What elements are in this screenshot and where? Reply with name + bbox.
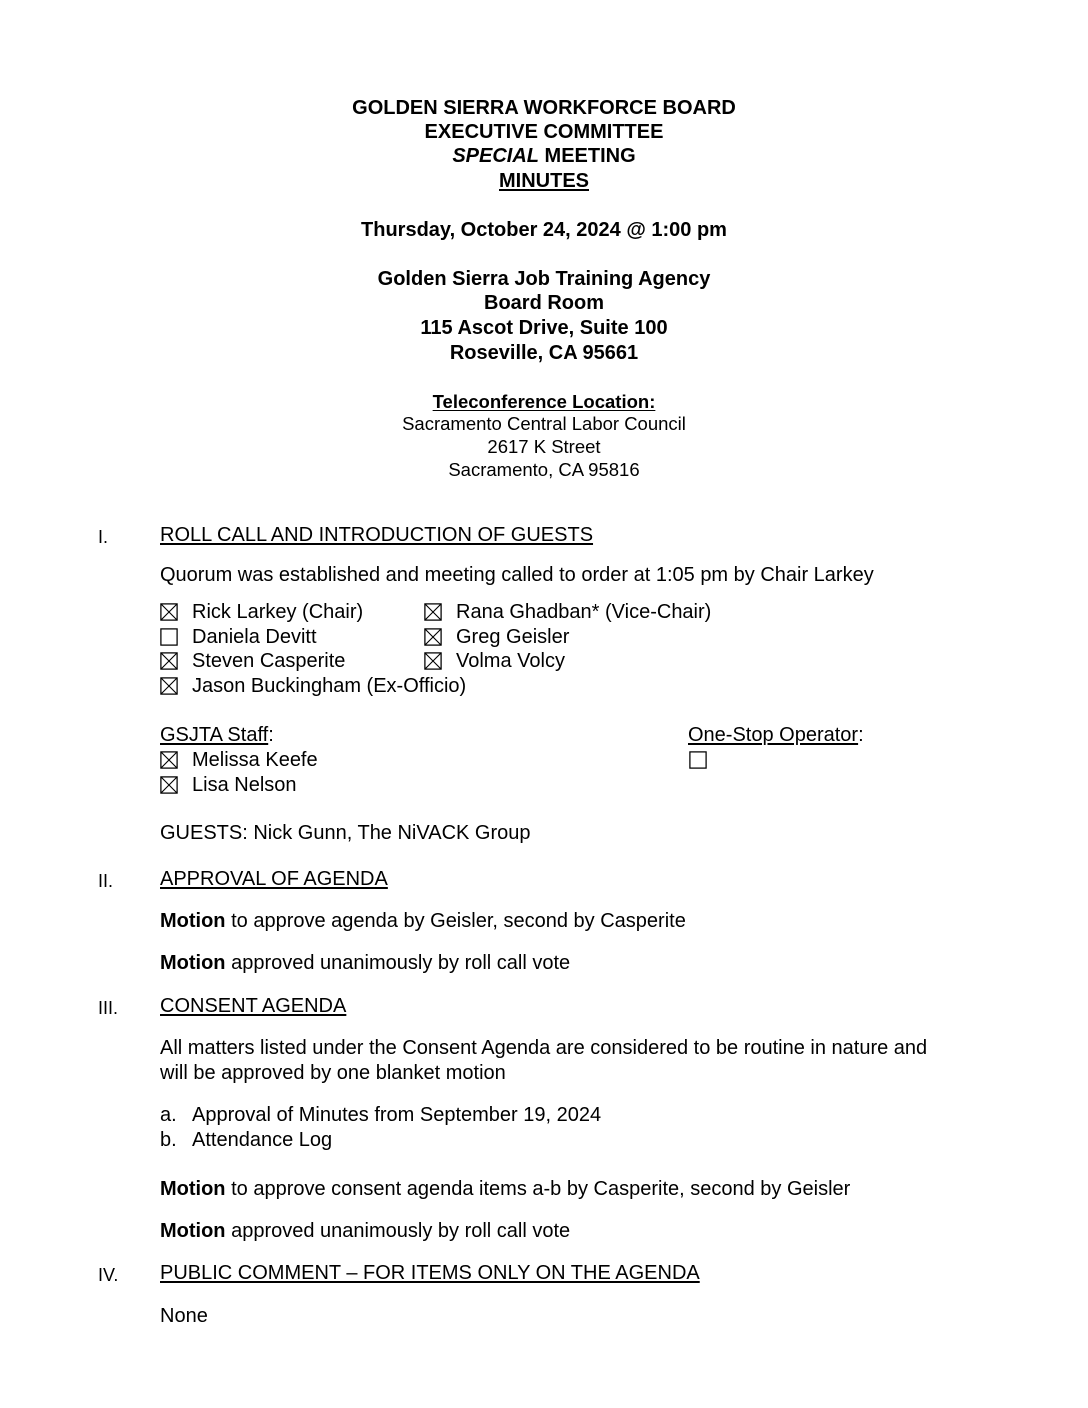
attendee-name: Rana Ghadban* (Vice-Chair) [456, 601, 712, 623]
motion-line [160, 1177, 850, 1201]
motion-word: Motion [160, 1178, 226, 1200]
teleconference-line: 2617 K Street [487, 436, 601, 457]
checked-box-icon [160, 603, 178, 621]
attendee-name: Volma Volcy [456, 650, 565, 672]
consent-item: Approval of Minutes from September 19, 2024 [192, 1104, 602, 1126]
consent-item: Attendance Log [192, 1129, 333, 1151]
motion-text: to approve agenda by Geisler, second by Casperite [225, 910, 686, 932]
consent-item-letter: b. [160, 1129, 177, 1151]
section-title-public-comment: PUBLIC COMMENT – FOR ITEMS ONLY ON THE AGENDA [160, 1262, 700, 1284]
teleconference-title-text: Teleconference Location: [432, 391, 656, 412]
section-title-consent: CONSENT AGENDA [160, 995, 347, 1017]
checked-box-icon [160, 677, 178, 695]
section-title-roll-call: ROLL CALL AND INTRODUCTION OF GUESTS [160, 524, 594, 546]
meeting-word: MEETING [539, 145, 636, 167]
public-comment-body: None [160, 1305, 208, 1327]
location-line: Golden Sierra Job Training Agency [377, 268, 711, 290]
attendee-name: Lisa Nelson [192, 774, 297, 796]
motion-line [160, 1219, 570, 1243]
motion-text: approved unanimously by roll call vote [225, 952, 571, 974]
quorum-text: Quorum was established and meeting called to order at 1:05 pm by Chair Larkey [160, 564, 874, 586]
meeting-datetime: Thursday, October 24, 2024 @ 1:00 pm [361, 219, 727, 241]
motion-text: to approve consent agenda items a-b by Casperite, second by Geisler [225, 1178, 851, 1200]
teleconference-line: Sacramento, CA 95816 [448, 459, 640, 480]
attendee-name: Rick Larkey (Chair) [192, 601, 364, 623]
motion-text: approved unanimously by roll call vote [225, 1220, 571, 1242]
empty-box-icon [160, 628, 178, 646]
doc-type-label: MINUTES [499, 170, 589, 192]
motion-line [160, 951, 570, 975]
motion-word: Motion [160, 910, 226, 932]
meeting-type: SPECIAL [452, 145, 539, 167]
section-number: IV. [98, 1265, 119, 1285]
empty-box-icon [689, 751, 707, 769]
checked-box-icon [424, 628, 442, 646]
consent-description: will be approved by one blanket motion [160, 1062, 506, 1084]
location-line: 115 Ascot Drive, Suite 100 [420, 317, 668, 339]
attendee-name: Jason Buckingham (Ex-Officio) [192, 675, 467, 697]
checked-box-icon [160, 751, 178, 769]
section-number: I. [98, 527, 109, 547]
staff-label-colon: : [268, 724, 274, 746]
consent-item-letter: a. [160, 1104, 177, 1126]
attendee-name: Steven Casperite [192, 650, 346, 672]
location-line: Board Room [484, 292, 604, 314]
section-title-approval: APPROVAL OF AGENDA [160, 868, 388, 890]
guests-text: GUESTS: Nick Gunn, The NiVACK Group [160, 822, 531, 844]
location-line: Roseville, CA 95661 [449, 342, 639, 364]
meeting-title [0, 144, 1088, 168]
operator-label-colon: : [858, 724, 864, 746]
committee-title: EXECUTIVE COMMITTEE [424, 121, 664, 143]
teleconference-title [0, 390, 1088, 413]
staff-label [160, 723, 274, 747]
checked-box-icon [424, 603, 442, 621]
section-number: III. [98, 998, 119, 1018]
teleconference-line: Sacramento Central Labor Council [402, 413, 686, 434]
motion-word: Motion [160, 952, 226, 974]
attendee-name: Melissa Keefe [192, 749, 318, 771]
operator-label-text: One-Stop Operator [688, 724, 859, 746]
section-number: II. [98, 871, 114, 891]
attendee-name: Greg Geisler [456, 626, 570, 648]
checked-box-icon [160, 652, 178, 670]
checked-box-icon [424, 652, 442, 670]
doc-type [0, 169, 1088, 193]
staff-label-text: GSJTA Staff [160, 724, 269, 746]
motion-line [160, 909, 686, 933]
checked-box-icon [160, 776, 178, 794]
attendee-name: Daniela Devitt [192, 626, 317, 648]
org-title: GOLDEN SIERRA WORKFORCE BOARD [352, 97, 736, 119]
motion-word: Motion [160, 1220, 226, 1242]
consent-description: All matters listed under the Consent Agenda are considered to be routine in nature and [160, 1037, 928, 1059]
operator-label [688, 723, 864, 747]
